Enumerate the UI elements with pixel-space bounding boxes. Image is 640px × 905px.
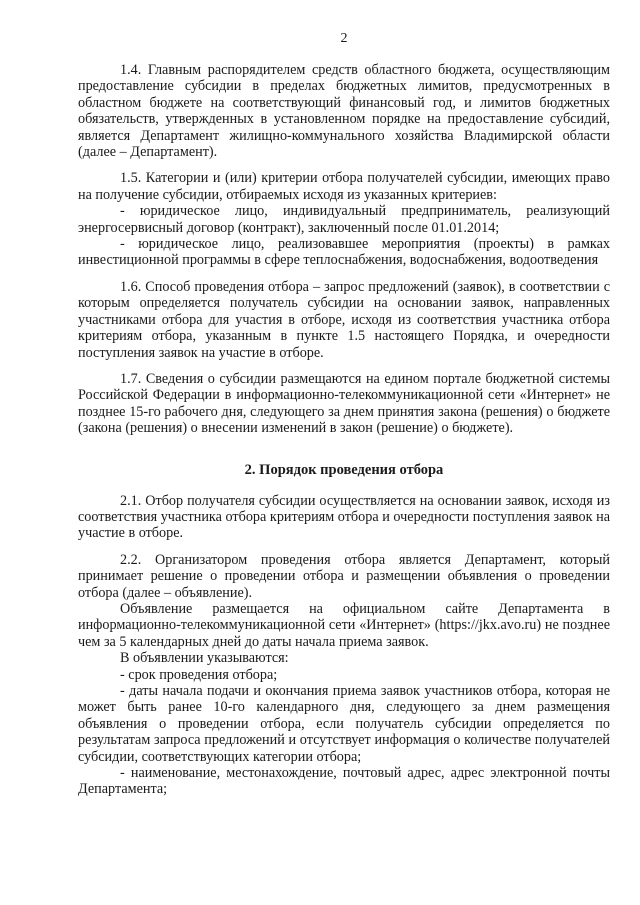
criteria-item-1: - юридическое лицо, индивидуальный предприниматель, реализующий энергосервисный договор (контракт), заключенный после 01.01.2014; [78,203,610,236]
paragraph-1-7: 1.7. Сведения о субсидии размещаются на едином портале бюджетной системы Российской Федерации в информационно-телекоммуникационной сети «Интернет» не позднее 15-го рабочего дня, следующего за днем принятия закона (решения) о бюджете (закона (решения) о внесении изменений в закон (решение) о бюджете). [78,370,610,437]
paragraph-announcement-contents: В объявлении указываются: [120,650,289,667]
criteria-item-2: - юридическое лицо, реализовавшее мероприятия (проекты) в рамках инвестиционной программы в сфере теплоснабжения, водоснабжения, водоотведения [78,236,610,269]
paragraph-2-2: 2.2. Организатором проведения отбора является Департамент, который принимает решение о проведении отбора и размещении объявления о проведении отбора (далее – объявление). [78,551,610,601]
announcement-item-2: - даты начала подачи и окончания приема заявок участников отбора, которая не может быть ранее 10-го календарного дня, следующего за днем размещения объявления о проведении отбора, если получатель субсидии определяется по результатам запроса предложений и отсутствует информация о количестве получателей субсидии, соответствующих категории отбора; [78,683,610,765]
paragraph-2-1: 2.1. Отбор получателя субсидии осуществляется на основании заявок, исходя из соответствия участника отбора критериям отбора и очередности поступления заявок на участие в отборе. [78,492,610,542]
announcement-item-3: - наименование, местонахождение, почтовый адрес, адрес электронной почты Департамента; [78,765,610,798]
paragraph-announcement: Объявление размещается на официальном сайте Департамента в информационно-телекоммуникационной сети «Интернет» (https://jkx.avo.ru) не позднее чем за 5 календарных дней до даты начала приема заявок. [78,600,610,650]
paragraph-1-6: 1.6. Способ проведения отбора – запрос предложений (заявок), в соответствии с которым определяется получатель субсидии на основании заявок, направленных участниками отбора для участия в отборе, исходя из соответствия участника отбора критериям отбора, указанным в пункте 1.5 настоящего Порядка, и очередности поступления заявок на участие в отборе. [78,278,610,361]
paragraph-1-5: 1.5. Категории и (или) критерии отбора получателей субсидии, имеющих право на получение субсидии, отбираемых исходя из указанных критериев: [78,170,610,203]
section-heading: 2. Порядок проведения отбора [244,461,444,478]
announcement-item-1: - срок проведения отбора; [120,666,278,683]
page-number: 2 [340,31,348,46]
paragraph-1-4: 1.4. Главным распорядителем средств областного бюджета, осуществляющим предоставление субсидии в пределах бюджетных лимитов, предусмотренных в областном бюджете на соответствующий финансовый год, и лимитов бюджетных обязательств, утвержденных в установленном порядке на предоставление субсидий, является Департамент жилищно-коммунального хозяйства Владимирской области (далее – Департамент). [78,62,610,161]
